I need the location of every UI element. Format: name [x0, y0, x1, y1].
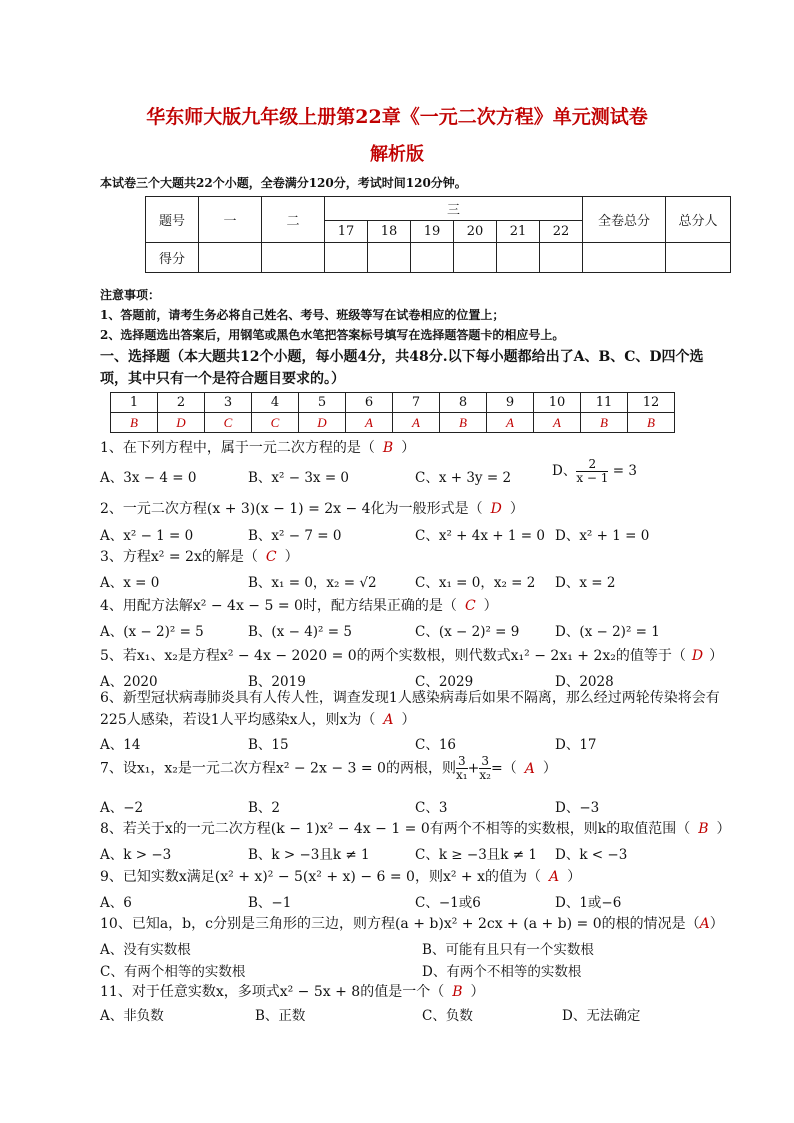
- option-c: C、(x − 2)² = 9: [415, 624, 520, 640]
- option-b: B、x₁ = 0，x₂ = √2: [248, 575, 377, 591]
- question-close: ）: [483, 598, 498, 614]
- option-d: D、k < −3: [555, 847, 628, 863]
- answer-letter: C: [205, 413, 252, 433]
- sub-number: 20: [454, 221, 497, 243]
- option-b: B、−1: [248, 895, 292, 911]
- option-a: A、(x − 2)² = 5: [100, 624, 204, 640]
- question-stem: 3、方程x² = 2x的解是（: [100, 549, 258, 565]
- option-c: C、3: [415, 800, 448, 816]
- option-d: D、有两个不相等的实数根: [422, 964, 582, 980]
- col-three: 三: [325, 197, 583, 221]
- answer-letter: D: [299, 413, 346, 433]
- option-d: D、(x − 2)² = 1: [555, 624, 660, 640]
- answer-number: 2: [158, 393, 205, 413]
- answer-letter: B: [581, 413, 628, 433]
- option-a: A、x² − 1 = 0: [100, 528, 194, 544]
- answer-letter: A: [393, 413, 440, 433]
- answer-letter: B: [628, 413, 675, 433]
- question-close: ）: [709, 648, 724, 664]
- answer-mark: C: [265, 549, 277, 565]
- option-b: B、(x − 4)² = 5: [248, 624, 352, 640]
- sub-number: 21: [497, 221, 540, 243]
- sub-number: 19: [411, 221, 454, 243]
- answer-number: 3: [205, 393, 252, 413]
- page-title: 华东师大版九年级上册第22章《一元二次方程》单元测试卷: [146, 106, 648, 128]
- score-cell: [583, 243, 666, 273]
- fraction-denominator: x − 1: [576, 471, 609, 485]
- answer-letter: D: [158, 413, 205, 433]
- question-5: [100, 645, 723, 665]
- option-b: B、15: [248, 737, 289, 753]
- option-c: C、−1或6: [415, 895, 481, 911]
- answer-letter: A: [346, 413, 393, 433]
- score-cell: [666, 243, 731, 273]
- intro-text: 本试卷三个大题共22个小题，全卷满分120分，考试时间120分钟。: [100, 176, 467, 190]
- option-b: B、x² − 3x = 0: [248, 470, 350, 486]
- col-scorer: 总分人: [666, 197, 731, 243]
- fraction-denominator: x₁: [455, 768, 468, 782]
- answer-mark: A: [548, 869, 560, 885]
- sub-number: 22: [540, 221, 583, 243]
- option-c: C、x₁ = 0，x₂ = 2: [415, 575, 536, 591]
- option-b: B、k > −3且k ≠ 1: [248, 847, 370, 863]
- answer-number: 11: [581, 393, 628, 413]
- fraction-numerator: 3: [457, 754, 466, 768]
- sub-number: 17: [325, 221, 368, 243]
- question-close: ）: [401, 712, 416, 728]
- question-close: ）: [470, 984, 485, 1000]
- option-a: A、−2: [100, 800, 144, 816]
- answer-number: 10: [534, 393, 581, 413]
- question-close: ）: [567, 869, 582, 885]
- score-cell: [540, 243, 583, 273]
- answer-mark: C: [464, 598, 476, 614]
- notes-heading: 注意事项：: [100, 288, 161, 302]
- score-cell: [199, 243, 262, 273]
- option-a: A、3x − 4 = 0: [100, 470, 197, 486]
- question-stem-end: =（: [490, 760, 517, 777]
- option-a: A、2020: [100, 674, 158, 690]
- option-d: D、−3: [555, 800, 600, 816]
- option-b: B、2019: [248, 674, 306, 690]
- option-suffix: = 3: [612, 463, 637, 479]
- answer-mark: D: [490, 501, 502, 517]
- question-10: [100, 913, 724, 933]
- question-stem: 6、新型冠状病毒肺炎具有人传人性，调查发现1人感染病毒后如果不隔离，那么经过两轮传染将会有225人感染，若设1人平均感染x人，则x为（: [100, 690, 720, 728]
- answer-mark: B: [382, 440, 394, 456]
- score-cell: [497, 243, 540, 273]
- option-a: A、14: [100, 737, 141, 753]
- question-close: ）: [509, 501, 524, 517]
- question-stem: 10、已知a，b，c分别是三角形的三边，则方程(a + b)x² + 2cx + (a + b) = 0的根的情况是（: [100, 916, 700, 932]
- option-a: A、x = 0: [100, 575, 160, 591]
- answer-table: [110, 392, 675, 433]
- option-a: A、6: [100, 895, 132, 911]
- note-item: 1、答题前，请考生务必将自己姓名、考号、班级等写在试卷相应的位置上；: [100, 308, 505, 322]
- question-stem: 11、对于任意实数x，多项式x² − 5x + 8的值是一个（: [100, 984, 445, 1000]
- option-d: D、x² + 1 = 0: [555, 528, 650, 544]
- option-a: A、没有实数根: [100, 942, 191, 958]
- option-b: B、2: [248, 800, 281, 816]
- question-stem: 4、用配方法解x² − 4x − 5 = 0时，配方结果正确的是（: [100, 598, 457, 614]
- answer-letter: B: [440, 413, 487, 433]
- score-table: [145, 196, 731, 273]
- score-cell: [454, 243, 497, 273]
- answer-letter: A: [487, 413, 534, 433]
- fraction-numerator: 3: [481, 754, 489, 768]
- question-1: [100, 437, 415, 457]
- sub-number: 18: [368, 221, 411, 243]
- answer-number: 9: [487, 393, 534, 413]
- answer-mark: D: [691, 648, 704, 664]
- score-cell: [368, 243, 411, 273]
- col-total: 全卷总分: [583, 197, 666, 243]
- section-heading: 一、选择题（本大题共12个小题，每小题4分，共48分.以下每小题都给出了A、B、C、D四个选项，其中只有一个是符合题目要求的。）: [100, 349, 704, 387]
- answer-mark: A: [524, 760, 535, 777]
- answer-mark: A: [383, 712, 394, 728]
- fraction: [479, 755, 491, 782]
- fraction: [456, 755, 468, 782]
- question-11: [100, 981, 485, 1001]
- option-d: D、x = 2: [555, 575, 616, 591]
- answer-letter: A: [534, 413, 581, 433]
- answer-number: 5: [299, 393, 346, 413]
- answer-letter: B: [111, 413, 158, 433]
- option-c: C、16: [415, 737, 457, 753]
- row-score: 得分: [146, 243, 199, 273]
- question-close: ）: [716, 821, 731, 837]
- answer-mark: B: [452, 984, 463, 1000]
- answer-number: 1: [111, 393, 158, 413]
- option-d: D、无法确定: [562, 1008, 641, 1024]
- note-item: 2、选择题选出答案后，用钢笔或黑色水笔把答案标号填写在选择题答题卡的相应号上。: [100, 328, 565, 342]
- question-7: [100, 755, 557, 782]
- question-8: [100, 818, 731, 838]
- option-d: D、2028: [555, 674, 614, 690]
- answer-number: 6: [346, 393, 393, 413]
- question-close: ）: [709, 916, 724, 932]
- fraction: [576, 458, 608, 485]
- option-b: B、x² − 7 = 0: [248, 528, 342, 544]
- col-two: 二: [262, 197, 325, 243]
- score-cell: [262, 243, 325, 273]
- question-stem: 7、设x₁，x₂是一元二次方程x² − 2x − 3 = 0的两根，则: [100, 760, 456, 777]
- option-c: C、x² + 4x + 1 = 0: [415, 528, 545, 544]
- col-question: 题号: [146, 197, 199, 243]
- option-c: C、2029: [415, 674, 474, 690]
- question-stem: 9、已知实数x满足(x² + x)² − 5(x² + x) − 6 = 0，则x² + x的值为（: [100, 869, 541, 885]
- answer-number: 12: [628, 393, 675, 413]
- question-stem: 5、若x₁、x₂是方程x² − 4x − 2020 = 0的两个实数根，则代数式x₁² − 2x₁ + 2x₂的值等于（: [100, 648, 686, 664]
- answer-mark: A: [699, 916, 710, 932]
- question-close: ）: [542, 760, 557, 777]
- page-subtitle: 解析版: [370, 144, 424, 165]
- score-cell: [411, 243, 454, 273]
- answer-number: 7: [393, 393, 440, 413]
- answer-letter: C: [252, 413, 299, 433]
- option-b: B、正数: [255, 1008, 306, 1024]
- option-c: C、x + 3y = 2: [415, 470, 512, 486]
- option-b: B、可能有且只有一个实数根: [422, 942, 594, 958]
- option-a: A、非负数: [100, 1008, 164, 1024]
- question-stem: 1、在下列方程中，属于一元二次方程的是（: [100, 440, 375, 456]
- question-close: ）: [401, 440, 416, 456]
- question-close: ）: [284, 549, 299, 565]
- answer-number: 8: [440, 393, 487, 413]
- question-3: [100, 546, 299, 566]
- option-a: A、k > −3: [100, 847, 172, 863]
- question-6: [100, 687, 720, 731]
- fraction-numerator: 2: [576, 458, 608, 472]
- option-c: C、k ≥ −3且k ≠ 1: [415, 847, 537, 863]
- option-d: D、1或−6: [555, 895, 622, 911]
- option-d: [552, 458, 637, 485]
- answer-mark: B: [698, 821, 709, 837]
- question-2: [100, 498, 524, 518]
- question-stem: 2、一元二次方程(x + 3)(x − 1) = 2x − 4化为一般形式是（: [100, 501, 483, 517]
- option-c: C、有两个相等的实数根: [100, 964, 246, 980]
- option-c: C、负数: [422, 1008, 473, 1024]
- question-stem: 8、若关于x的一元二次方程(k − 1)x² − 4x − 1 = 0有两个不相等的实数根，则k的取值范围（: [100, 821, 691, 837]
- fraction-denominator: x₂: [479, 768, 491, 782]
- score-cell: [325, 243, 368, 273]
- option-d: D、17: [555, 737, 597, 753]
- col-one: 一: [199, 197, 262, 243]
- question-9: [100, 866, 581, 886]
- answer-number: 4: [252, 393, 299, 413]
- question-4: [100, 595, 498, 615]
- plus-sign: +: [467, 760, 480, 777]
- option-prefix: D、: [552, 463, 577, 479]
